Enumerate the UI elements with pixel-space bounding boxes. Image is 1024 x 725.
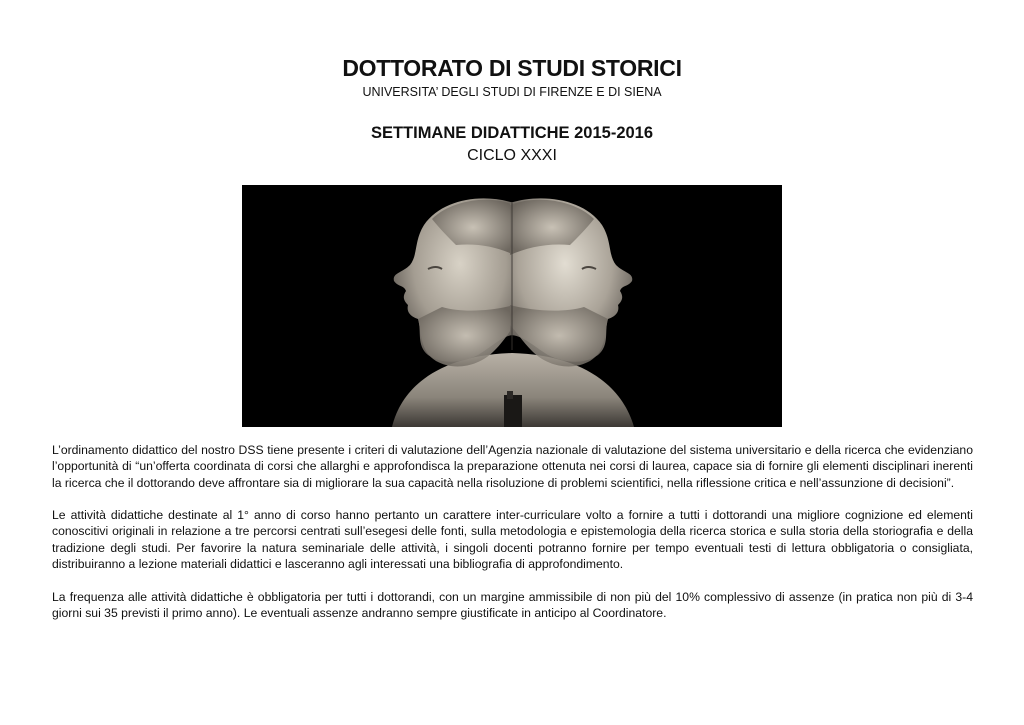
double-herm-bust-image [242, 185, 782, 427]
teaching-weeks-heading: SETTIMANE DIDATTICHE 2015-2016 [370, 124, 654, 142]
body-text [52, 442, 973, 638]
cycle-label: CICLO XXXI [467, 147, 557, 164]
paragraph-frequenza: La frequenza alle attività didattiche è obbligatoria per tutti i dottorandi, con un margine ammissibile di non più del 10% complessivo di assenze (in pratica non più di 3-4 giorni sui 35 previsti il primo anno). Le eventuali assenze andranno sempre giustificate in anticipo al Coordinatore. [52, 589, 973, 620]
university-subtitle: UNIVERSITA’ DEGLI STUDI DI FIRENZE E DI SIENA [362, 85, 662, 99]
paragraph-attivita: Le attività didattiche destinate al 1° anno di corso hanno pertanto un carattere inter-curriculare volto a fornire a tutti i dottorandi una migliore cognizione ed elementi conoscitivi originali in relazione a tre percorsi centrati sull’esegesi delle fonti, sulla metodologia e epistemologia della ricerca storica e sulla storia della storiografia e della tradizione degli studi. Per favorire la natura seminariale delle attività, i singoli docenti potranno fornire per tempo eventuali testi di lettura obbligatoria o consigliata, distribuiranno a lezione materiali didattici e lasceranno agli interessati una bibliografia di approfondimento. [52, 508, 973, 572]
document-title: DOTTORATO DI STUDI STORICI [342, 55, 682, 81]
bust-illustration [242, 185, 782, 427]
paragraph-ordinamento: L’ordinamento didattico del nostro DSS tiene presente i criteri di valutazione dell’Agenzia nazionale di valutazione del sistema universitario e della ricerca che evidenziano l’opportunità di “un’offerta coordinata di corsi che allarghi e approfondisca la preparazione ottenuta nei corsi di laurea, capace sia di fornire gli elementi disciplinari inerenti la ricerca che il dottorando deve affrontare sia di migliorare la sua capacità nella risoluzione di problemi scientifici, nella riflessione critica e nell’assunzione di decisioni”. [52, 443, 973, 490]
